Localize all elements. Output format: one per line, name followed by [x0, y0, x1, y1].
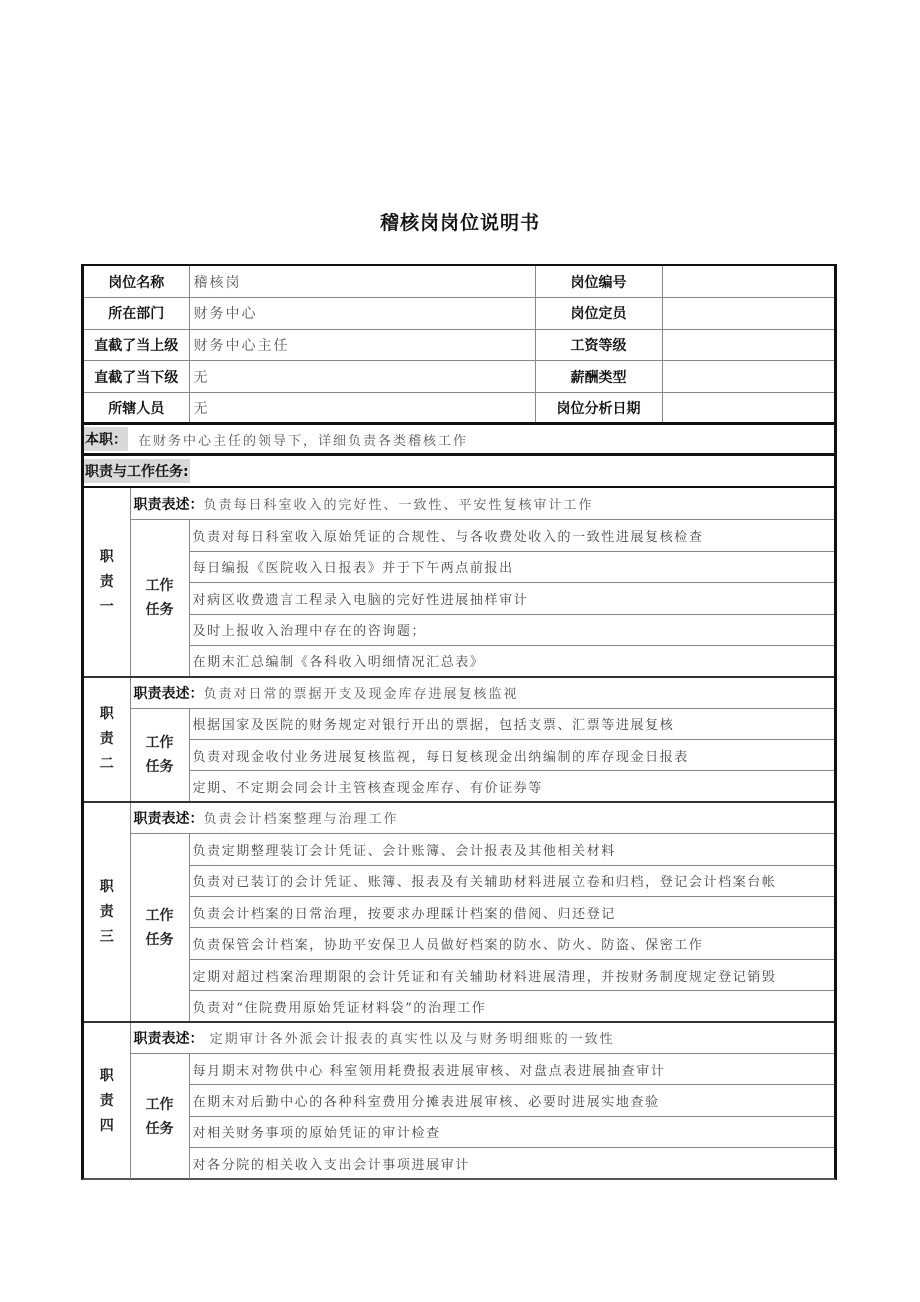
- duty-side-char: 职: [99, 706, 114, 723]
- main-duty-text: 在财务中心主任的领导下，详细负责各类稽核工作: [138, 433, 469, 449]
- duty-task: 负责会计档案的日常治理，按要求办理睬计档案的借阅、归还登记: [189, 897, 834, 928]
- duty-side-char: 四: [99, 1117, 114, 1134]
- duty-task-row: [84, 708, 834, 739]
- duties-header-row: [84, 456, 834, 488]
- duty-task-row: [84, 645, 834, 676]
- duty-side-char: 职: [99, 1067, 114, 1084]
- duty-task-row: [84, 928, 834, 959]
- duty-task-row: [84, 614, 834, 645]
- duties-header: 职责与工作任务:: [84, 459, 190, 483]
- duty-statement: [130, 488, 834, 519]
- duty-statement-label: 职责表述：: [133, 1031, 204, 1048]
- duties-table: [84, 488, 834, 1179]
- duty-statement: [130, 677, 834, 708]
- duty-task: 对相关财务事项的原始凭证的审计检查: [189, 1116, 834, 1147]
- duty-task-row: [84, 1116, 834, 1147]
- work-task-label-line: 任务: [145, 931, 174, 948]
- duty-task: 负责定期整理装订会计凭证、会计账簿、会计报表及其他相关材料: [189, 834, 834, 865]
- work-task-label-line: 工作: [145, 578, 174, 595]
- main-duty-label: 本职：: [84, 427, 128, 451]
- duty-statement-label: 职责表述：: [133, 496, 204, 513]
- duty-task: 负责对已装订的会计凭证、账簿、报表及有关辅助材料进展立卷和归档，登记会计档案台帐: [189, 865, 834, 896]
- duty-statement-label: 职责表述：: [133, 811, 204, 828]
- duty-task: 负责对“住院费用原始凭证材料袋”的治理工作: [189, 991, 834, 1022]
- info-value: 稽核岗: [189, 266, 535, 298]
- duty-task: 每日编报《医院收入日报表》并于下午两点前报出: [189, 551, 834, 582]
- duty-statement-text: 负责每日科室收入的完好性、一致性、平安性复核审计工作: [203, 497, 594, 513]
- work-task-label-line: 工作: [145, 735, 174, 752]
- info-value: [662, 392, 834, 424]
- info-label: 工资等级: [535, 329, 662, 361]
- duty-statement-row: [84, 488, 834, 519]
- duty-task: 定期对超过档案治理期限的会计凭证和有关辅助材料进展清理，并按财务制度规定登记销毁: [189, 959, 834, 990]
- info-label: 直截了当下级: [84, 361, 189, 393]
- duty-side-char: 三: [99, 928, 114, 945]
- duty-task-row: [84, 834, 834, 865]
- work-task-label: [130, 520, 189, 677]
- info-value: [662, 361, 834, 393]
- info-label: 岗位定员: [535, 298, 662, 330]
- info-row: [84, 361, 834, 393]
- info-row: [84, 392, 834, 424]
- duty-task-row: [84, 1148, 834, 1179]
- duty-task: 定期、不定期会同会计主管核查现金库存、有价证券等: [189, 771, 834, 802]
- duty-task-row: [84, 583, 834, 614]
- work-task-label-line: 任务: [145, 759, 174, 776]
- duty-side-char: 职: [99, 878, 114, 895]
- info-row: [84, 266, 834, 298]
- info-value: 财务中心主任: [189, 329, 535, 361]
- job-description-table: [81, 264, 837, 1180]
- duty-task-row: [84, 1085, 834, 1116]
- duty-task-row: [84, 1054, 834, 1085]
- duty-statement-row: [84, 1022, 834, 1053]
- duty-statement: [130, 802, 834, 833]
- work-task-label: [130, 708, 189, 802]
- duty-side-label: [84, 488, 130, 676]
- duty-task-row: [84, 865, 834, 896]
- duty-task: 根据国家及医院的财务规定对银行开出的票据，包括支票、汇票等进展复核: [189, 708, 834, 739]
- work-task-label: [130, 834, 189, 1022]
- duty-side-char: 责: [99, 573, 114, 590]
- duty-statement-row: [84, 677, 834, 708]
- duty-statement-label: 职责表述：: [133, 685, 204, 702]
- document-title: 稽核岗岗位说明书: [379, 212, 540, 234]
- duty-side-char: 责: [99, 1092, 114, 1109]
- work-task-label: [130, 1054, 189, 1180]
- info-label: 所辖人员: [84, 392, 189, 424]
- work-task-label-line: 任务: [145, 602, 174, 619]
- info-label: 岗位名称: [84, 266, 189, 298]
- info-label: 岗位分析日期: [535, 392, 662, 424]
- info-label: 所在部门: [84, 298, 189, 330]
- duty-side-char: 责: [99, 903, 114, 920]
- duty-task: 及时上报收入治理中存在的咨询题；: [189, 614, 834, 645]
- duty-task-row: [84, 991, 834, 1022]
- duty-task-row: [84, 551, 834, 582]
- duty-task: 负责对现金收付业务进展复核监视，每日复核现金出纳编制的库存现金日报表: [189, 740, 834, 771]
- info-label: 直截了当上级: [84, 329, 189, 361]
- duty-task: 负责保管会计档案，协助平安保卫人员做好档案的防水、防火、防盗、保密工作: [189, 928, 834, 959]
- main-duty-row: [84, 425, 834, 456]
- duty-statement-text: 定期审计各外派会计报表的真实性以及与财务明细账的一致性: [203, 1032, 615, 1048]
- duty-task: 负责对每日科室收入原始凭证的合规性、与各收费处收入的一致性进展复核检查: [189, 520, 834, 551]
- duty-task: 对病区收费遗言工程录入电脑的完好性进展抽样审计: [189, 583, 834, 614]
- duty-task: 每月期末对物供中心 科室领用耗费报表进展审核、对盘点表进展抽查审计: [189, 1054, 834, 1085]
- info-label: 岗位编号: [535, 266, 662, 298]
- info-label: 薪酬类型: [535, 361, 662, 393]
- duty-task-row: [84, 897, 834, 928]
- duty-side-char: 二: [99, 756, 114, 773]
- duty-task-row: [84, 771, 834, 802]
- duty-task: 对各分院的相关收入支出会计事项进展审计: [192, 1158, 470, 1174]
- duty-side-label: [84, 677, 130, 803]
- duty-side-char: 职: [99, 548, 114, 565]
- duty-statement-text: 负责会计档案整理与治理工作: [203, 812, 399, 828]
- basic-info-table: [84, 266, 834, 425]
- duty-task-row: [84, 740, 834, 771]
- duty-statement-row: [84, 802, 834, 833]
- info-row: [84, 329, 834, 361]
- duty-task: 在期末对后勤中心的各种科室费用分摊表进展审核、必要时进展实地查验: [189, 1085, 834, 1116]
- info-value: [662, 298, 834, 330]
- info-value: 无: [189, 361, 535, 393]
- duty-task-row: [84, 520, 834, 551]
- info-row: [84, 298, 834, 330]
- info-value: [662, 266, 834, 298]
- info-value: [662, 329, 834, 361]
- info-value: 无: [189, 392, 535, 424]
- duty-side-label: [84, 1022, 130, 1179]
- duty-side-char: 一: [99, 598, 114, 615]
- info-value: 财务中心: [189, 298, 535, 330]
- duty-side-char: 责: [99, 731, 114, 748]
- duty-statement: [130, 1022, 834, 1053]
- duty-task: 在期末汇总编制《各科收入明细情况汇总表》: [189, 645, 834, 676]
- work-task-label-line: 工作: [145, 1096, 174, 1113]
- duty-task-row: [84, 959, 834, 990]
- work-task-label-line: 任务: [145, 1120, 174, 1137]
- work-task-label-line: 工作: [145, 907, 174, 924]
- duty-statement-text: 负责对日常的票据开支及现金库存进展复核监视: [203, 686, 519, 702]
- duty-side-label: [84, 802, 130, 1022]
